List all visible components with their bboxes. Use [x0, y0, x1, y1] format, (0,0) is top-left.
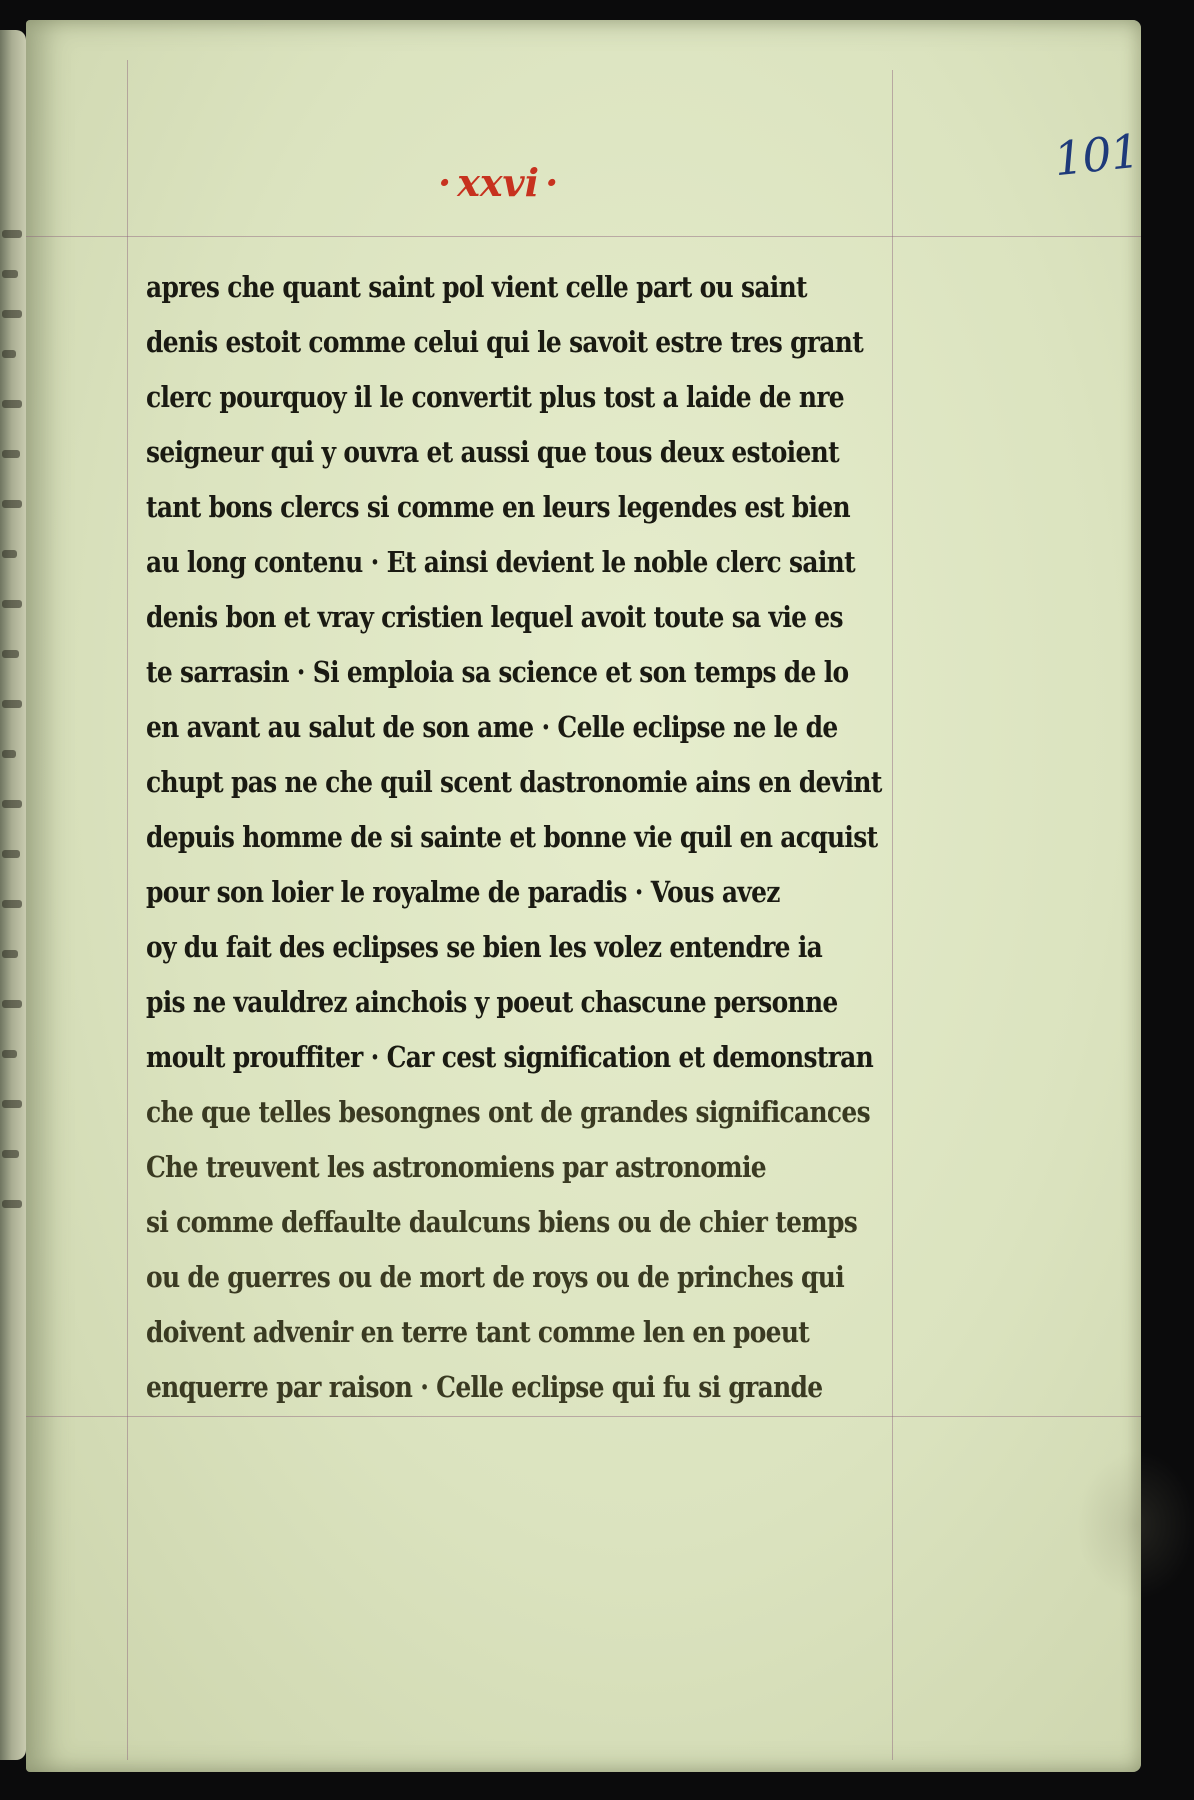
chapter-number: · xxvi ·: [438, 160, 558, 205]
text-line: depuis homme de si sainte et bonne vie quil en acquist: [146, 820, 878, 854]
ruling-top: [26, 236, 1141, 237]
text-line: au long contenu · Et ainsi devient le noble clerc saint: [146, 545, 855, 579]
text-line: ou de guerres ou de mort de roys ou de prinches qui: [146, 1260, 845, 1294]
previous-page-edge: [0, 30, 26, 1760]
text-line: te sarrasin · Si emploia sa science et son temps de lo: [146, 655, 849, 689]
text-line: clerc pourquoy il le convertit plus tost a laide de nre: [146, 380, 844, 414]
text-line: apres che quant saint pol vient celle part ou saint: [146, 270, 807, 304]
text-line: denis estoit comme celui qui le savoit estre tres grant: [146, 325, 864, 359]
text-line: Che treuvent les astronomiens par astronomie: [146, 1150, 766, 1184]
text-line: denis bon et vray cristien lequel avoit toute sa vie es: [146, 600, 843, 634]
text-line: oy du fait des eclipses se bien les volez entendre ia: [146, 930, 823, 964]
text-line: enquerre par raison · Celle eclipse qui fu si grande: [146, 1370, 823, 1404]
text-line: pour son loier le royalme de paradis · Vous avez: [146, 875, 780, 909]
text-line: moult prouffiter · Car cest signification et demonstran: [146, 1040, 874, 1074]
folio-number: 101: [1051, 123, 1142, 187]
text-line: si comme deffaulte daulcuns biens ou de chier temps: [146, 1205, 858, 1239]
text-line: en avant au salut de son ame · Celle eclipse ne le de: [146, 710, 838, 744]
text-line: che que telles besongnes ont de grandes significances: [146, 1095, 870, 1129]
text-block: [146, 260, 926, 1415]
ruling-left: [127, 60, 128, 1760]
text-line: tant bons clercs si comme en leurs legendes est bien: [146, 490, 850, 524]
text-line: doivent advenir en terre tant comme len en poeut: [146, 1315, 810, 1349]
text-line: chupt pas ne che quil scent dastronomie ains en devint: [146, 765, 882, 799]
ruling-bottom: [26, 1416, 1141, 1417]
parchment-stain: [1076, 1450, 1194, 1600]
text-line: pis ne vauldrez ainchois y poeut chascune personne: [146, 985, 838, 1019]
text-line: seigneur qui y ouvra et aussi que tous deux estoient: [146, 435, 839, 469]
manuscript-folio: [26, 20, 1141, 1772]
